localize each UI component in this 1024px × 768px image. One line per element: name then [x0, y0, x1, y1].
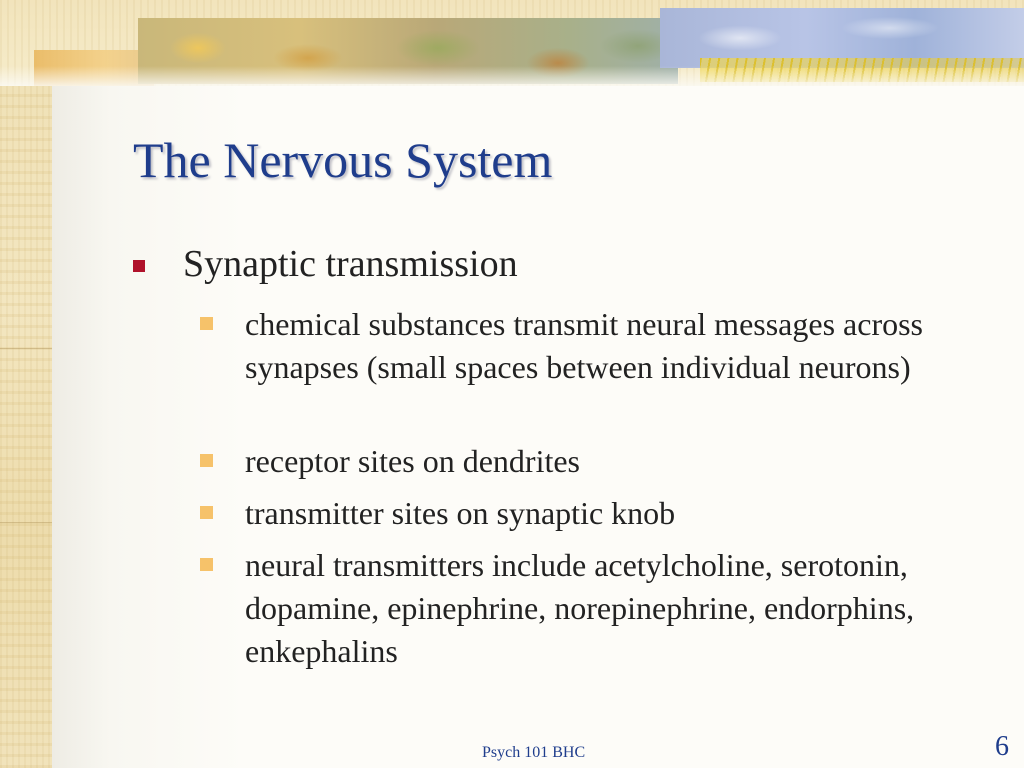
sub-bullet-text: transmitter sites on synaptic knob — [245, 495, 676, 531]
slide-title: The Nervous System — [133, 132, 553, 188]
slide-footer: Psych 101 BHC — [482, 744, 586, 761]
square-bullet-icon — [200, 558, 213, 571]
sub-bullet-text: chemical substances transmit neural messages across synapses (small spaces between individual neurons) — [245, 306, 923, 385]
square-bullet-icon — [200, 506, 213, 519]
page-number: 6 — [995, 731, 1009, 762]
bullet-text: Synaptic transmission — [183, 243, 518, 285]
square-bullet-icon — [133, 260, 145, 272]
sub-bullet-text: neural transmitters include acetylcholine, serotonin, dopamine, epinephrine, norepinephrine, endorphins, enkephalins — [245, 547, 915, 669]
square-bullet-icon — [200, 317, 213, 330]
square-bullet-icon — [200, 454, 213, 467]
sub-bullet-text: receptor sites on dendrites — [245, 443, 580, 479]
